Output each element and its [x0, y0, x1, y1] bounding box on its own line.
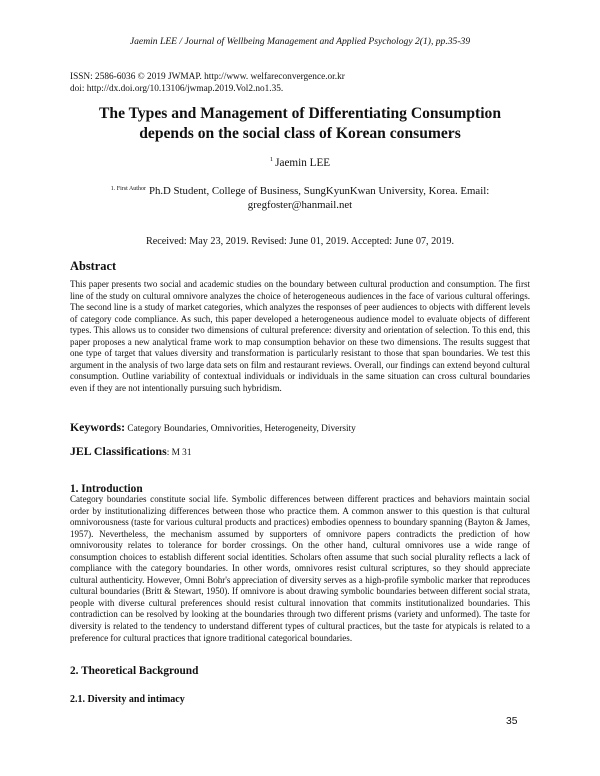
jel-label: JEL Classifications — [70, 444, 167, 458]
affiliation-line-1: Ph.D Student, College of Business, SungKyunKwan University, Korea. Email: — [148, 185, 490, 197]
doi-line: doi: http://dx.doi.org/10.13106/jwmap.2019.Vol2.no1.35. — [70, 84, 284, 94]
title-line-1: The Types and Management of Differentiating Consumption — [99, 105, 501, 122]
abstract-heading: Abstract — [70, 259, 117, 273]
running-header: Jaemin LEE / Journal of Wellbeing Management and Applied Psychology 2(1), pp.35-39 — [129, 36, 471, 47]
affiliation-email: gregfoster@hanmail.net — [247, 198, 353, 211]
affiliation-superscript: 1. First Author — [110, 186, 146, 192]
author-affiliation — [100, 183, 500, 212]
jel-value: : M 31 — [166, 448, 192, 458]
issn-line: ISSN: 2586-6036 © 2019 JWMAP. http://www. welfareconvergence.or.kr — [70, 72, 345, 82]
page-number: 35 — [506, 716, 518, 727]
introduction-heading: 1. Introduction — [70, 483, 143, 495]
theoretical-background-heading: 2. Theoretical Background — [70, 665, 199, 677]
keywords-value: Category Boundaries, Omnivorities, Heterogeneity, Diversity — [125, 424, 356, 434]
received-dates: Received: May 23, 2019. Revised: June 01, 2019. Accepted: June 07, 2019. — [145, 236, 455, 247]
keywords-label: Keywords: — [70, 420, 126, 434]
diversity-intimacy-heading: 2.1. Diversity and intimacy — [70, 694, 185, 705]
author-superscript: 1 — [269, 156, 274, 163]
introduction-text: Category boundaries constitute social life. Symbolic differences between different practices and behaviors maintain social order by institutionalizing differences between those who practice them. A common answer to this question is that cultural omnivorousness (taste for various cultural products and practices) embodies openness to boundary spanning (Bayton & James, 1957). Nevertheless, the mechanism assumed by supporters of omnivore papers contradicts the prediction of how omnivorousity relates to tolerance for border crossings. On the other hand, cultural omnivores use a wide range of consumption choices to establish different social identities. Scholars often assume that such social plurality reflects a lack of compliance with the category boundaries. In other words, omnivores resist cultural scriptures, so they should appreciate cultural authenticity. However, Omni Bohr's appreciation of diversity serves as a high-profile symbolic marker that reproduces cultural boundaries (Britt & Stewart, 1950). If omnivore is about drawing symbolic boundaries between different social strata, people with diverse cultural preferences should resist cultural innovation that commits institutionalized boundaries. This contradiction can be resolved by looking at the boundaries through two different prisms (variety and unformed). The taste for diversity is related to the tendency to understand different types of cultural practices, but the taste for atypicals is related to a preference for cultural practices that ignore traditional categorical boundaries. — [70, 494, 530, 643]
author-name: Jaemin LEE — [275, 157, 331, 169]
title-line-2: depends on the social class of Korean consumers — [139, 125, 461, 142]
jel-line — [70, 444, 191, 459]
keywords-line — [70, 420, 356, 435]
abstract-text: This paper presents two social and academic studies on the boundary between cultural production and consumption. The first line of the study on cultural omnivore analyzes the choice of heterogeneous audiences in the face of various cultural offerings. The second line is a study of market categories, which analyzes the responses of peer audiences to objects with different levels of category code compliance. As such, this paper developed a heterogeneous audience model to evaluate objects of different types. This allows us to consider two dimensions of cultural preference: diversity and orientation of selection. To this end, this paper proposes a new analytical frame work to map consumption behavior on these two dimensions. The results suggest that one type of target that values diversity and transformation is particularly resistant to those that span boundaries. We test this argument in the analysis of two large data sets on film and restaurant reviews. Overall, our findings can extend beyond cultural consumption. Outline variability of contextual individuals or individuals in the same situation can cross cultural boundaries even if they are not intentionally pursuing such hybridism. — [70, 279, 530, 393]
paper-title — [60, 104, 540, 144]
author-line — [0, 156, 600, 169]
publication-meta — [70, 71, 345, 95]
